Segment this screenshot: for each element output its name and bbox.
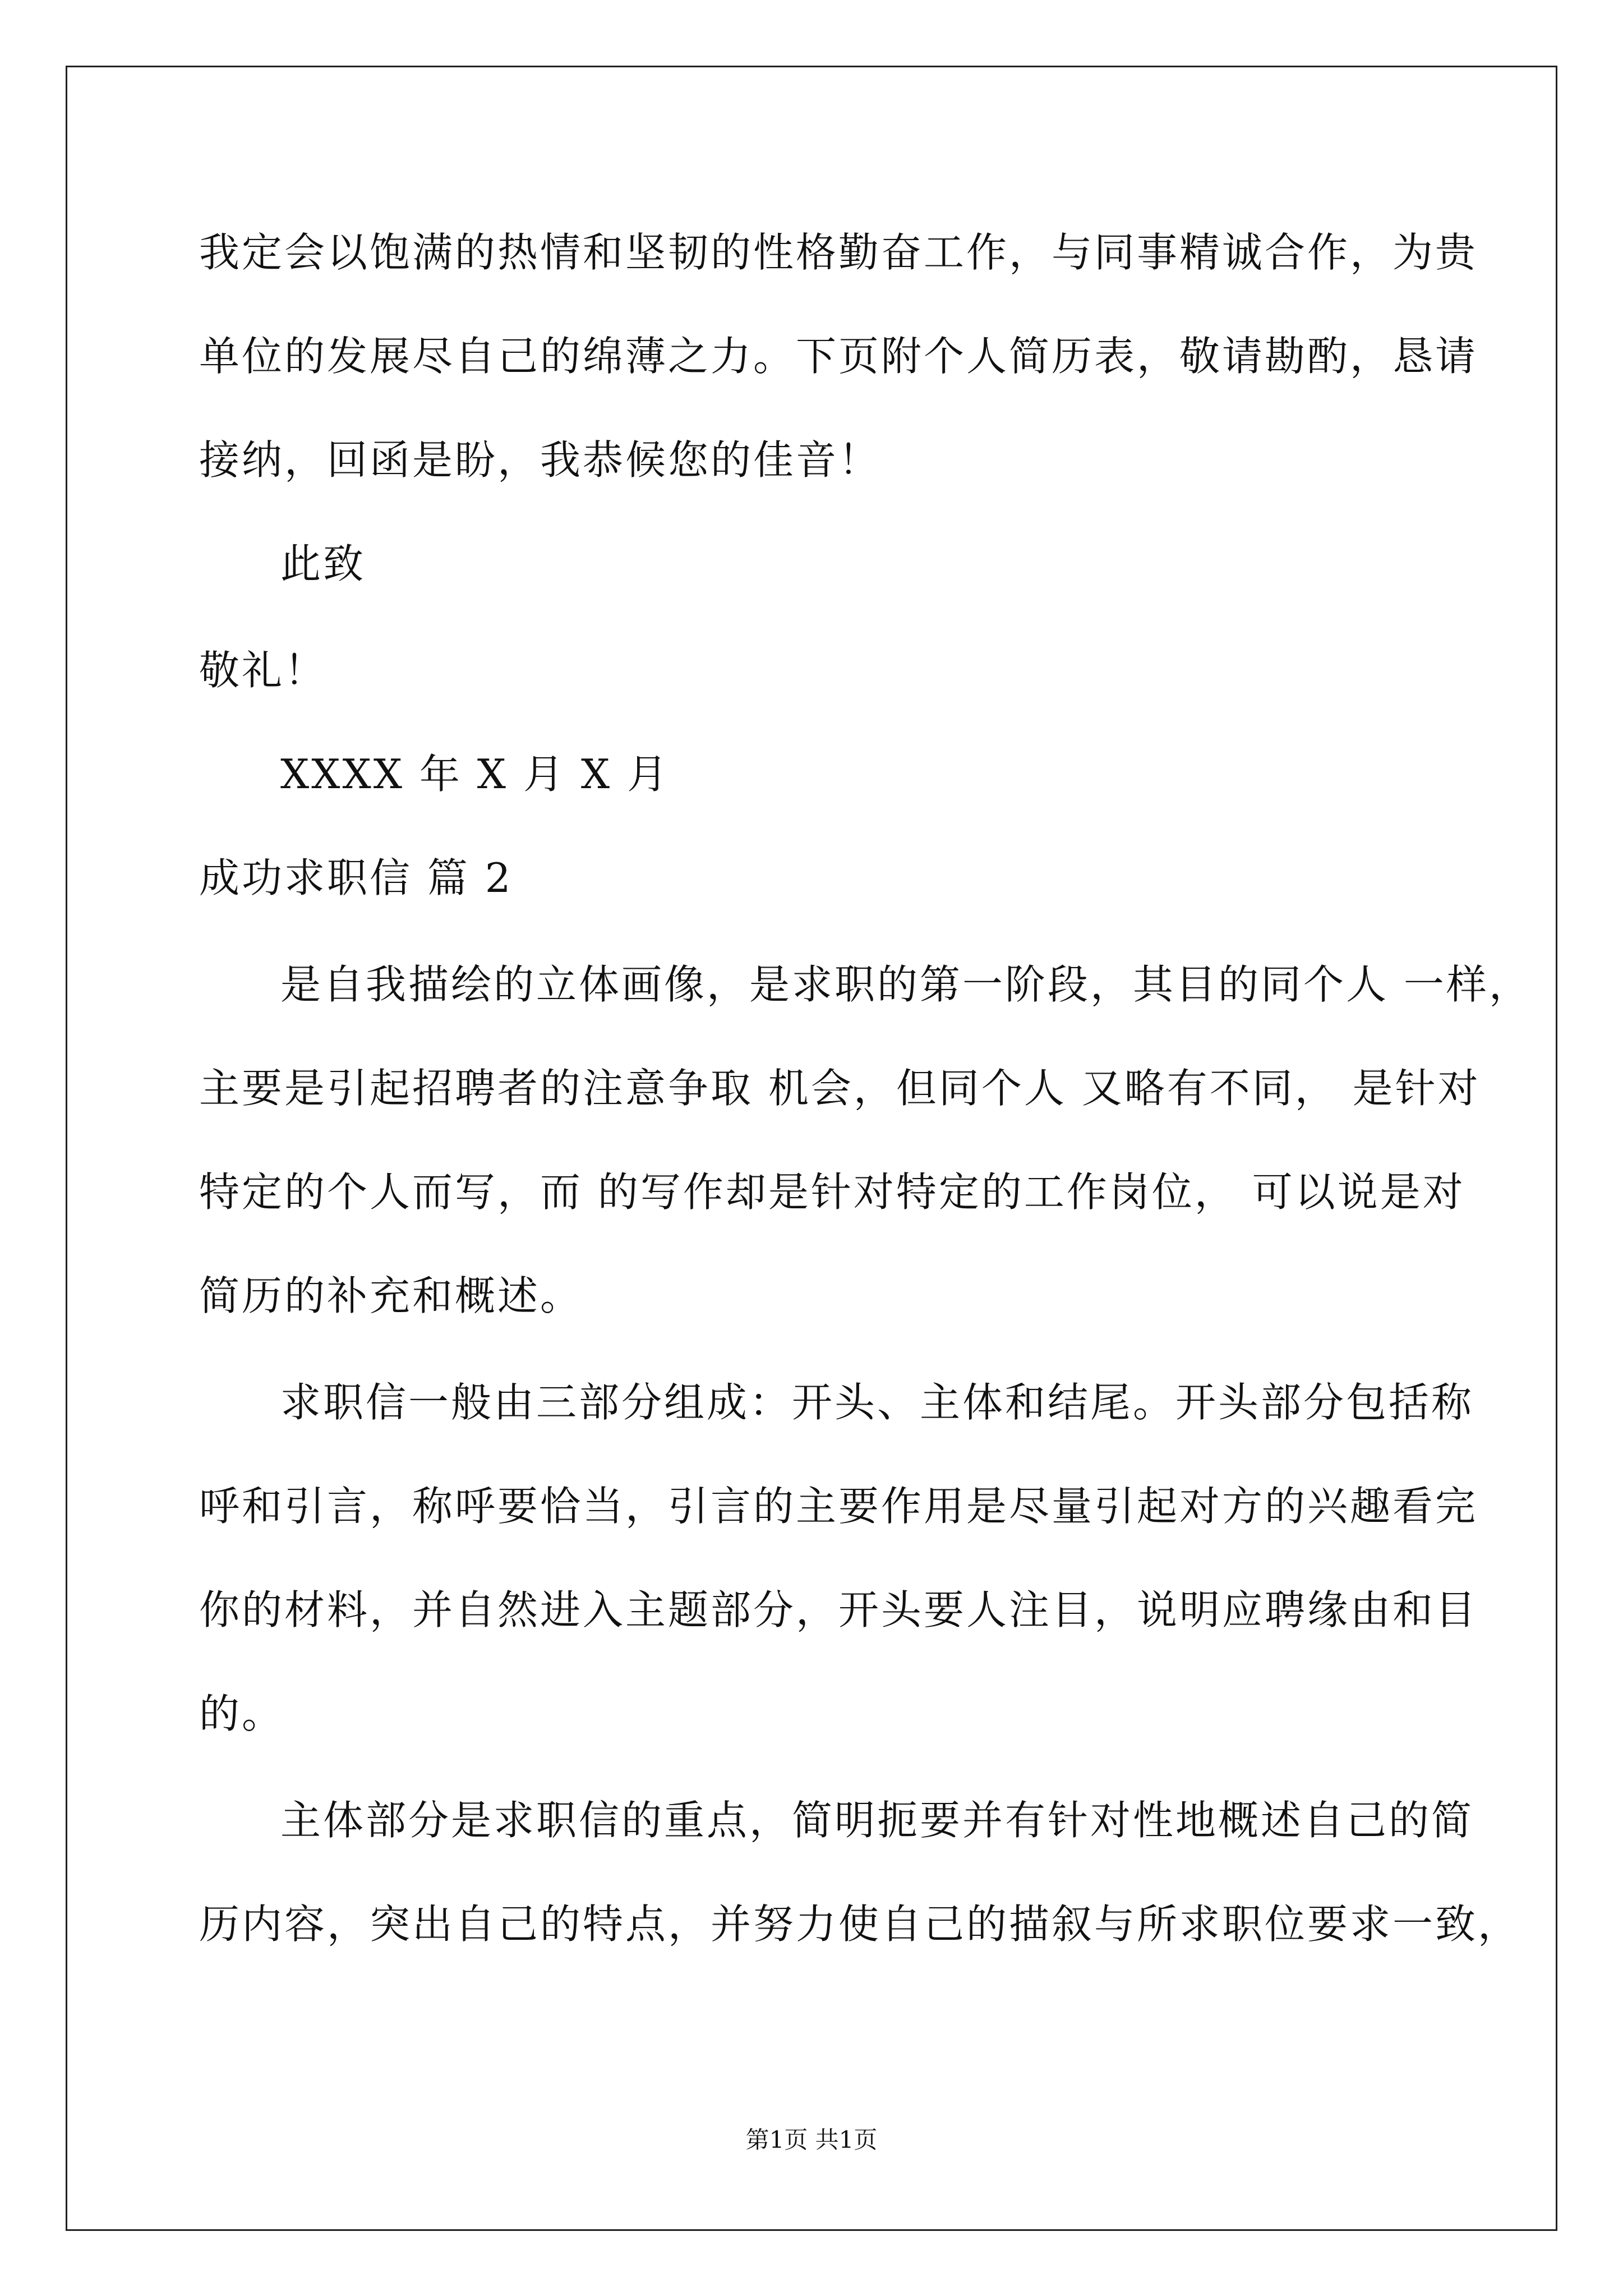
body-line: 特定的个人而写，而 的写作却是针对特定的工作岗位， 可以说是对 bbox=[199, 1168, 1465, 1216]
body-line: 主要是引起招聘者的注意争取 机会，但同个人 又略有不同， 是针对 bbox=[199, 1065, 1481, 1112]
body-line: 简历的补充和概述。 bbox=[199, 1272, 583, 1319]
body-line: 历内容，突出自己的特点，并努力使自己的描叙与所求职位要求一致， bbox=[199, 1901, 1521, 1948]
body-line: 主体部分是求职信的重点，简明扼要并有针对性地概述自己的简 bbox=[280, 1797, 1474, 1844]
body-line: 是自我描绘的立体画像，是求职的第一阶段，其目的同个人 一样， bbox=[280, 961, 1532, 1008]
body-line: 你的材料，并自然进入主题部分，开头要人注目，说明应聘缘由和目 bbox=[199, 1586, 1478, 1634]
date-line: XXXX 年 X 月 X 月 bbox=[280, 751, 670, 798]
closing-line: 敬礼！ bbox=[199, 647, 328, 694]
body-line: 单位的发展尽自己的绵薄之力。下页附个人简历表，敬请勘酌，恳请 bbox=[199, 333, 1478, 380]
body-line: 求职信一般由三部分组成：开头、主体和结尾。开头部分包括称 bbox=[280, 1379, 1474, 1426]
body-line: 的。 bbox=[199, 1690, 285, 1737]
page-footer: 第1页 共1页 bbox=[745, 2126, 878, 2154]
body-line: 呼和引言，称呼要恰当，引言的主要作用是尽量引起对方的兴趣看完 bbox=[199, 1483, 1478, 1530]
section-heading: 成功求职信 篇 2 bbox=[199, 854, 513, 901]
body-line: 接纳，回函是盼，我恭候您的佳音！ bbox=[199, 436, 882, 484]
salutation-line: 此致 bbox=[280, 540, 366, 587]
body-line: 我定会以饱满的热情和坚韧的性格勤奋工作，与同事精诚合作，为贵 bbox=[199, 229, 1478, 276]
